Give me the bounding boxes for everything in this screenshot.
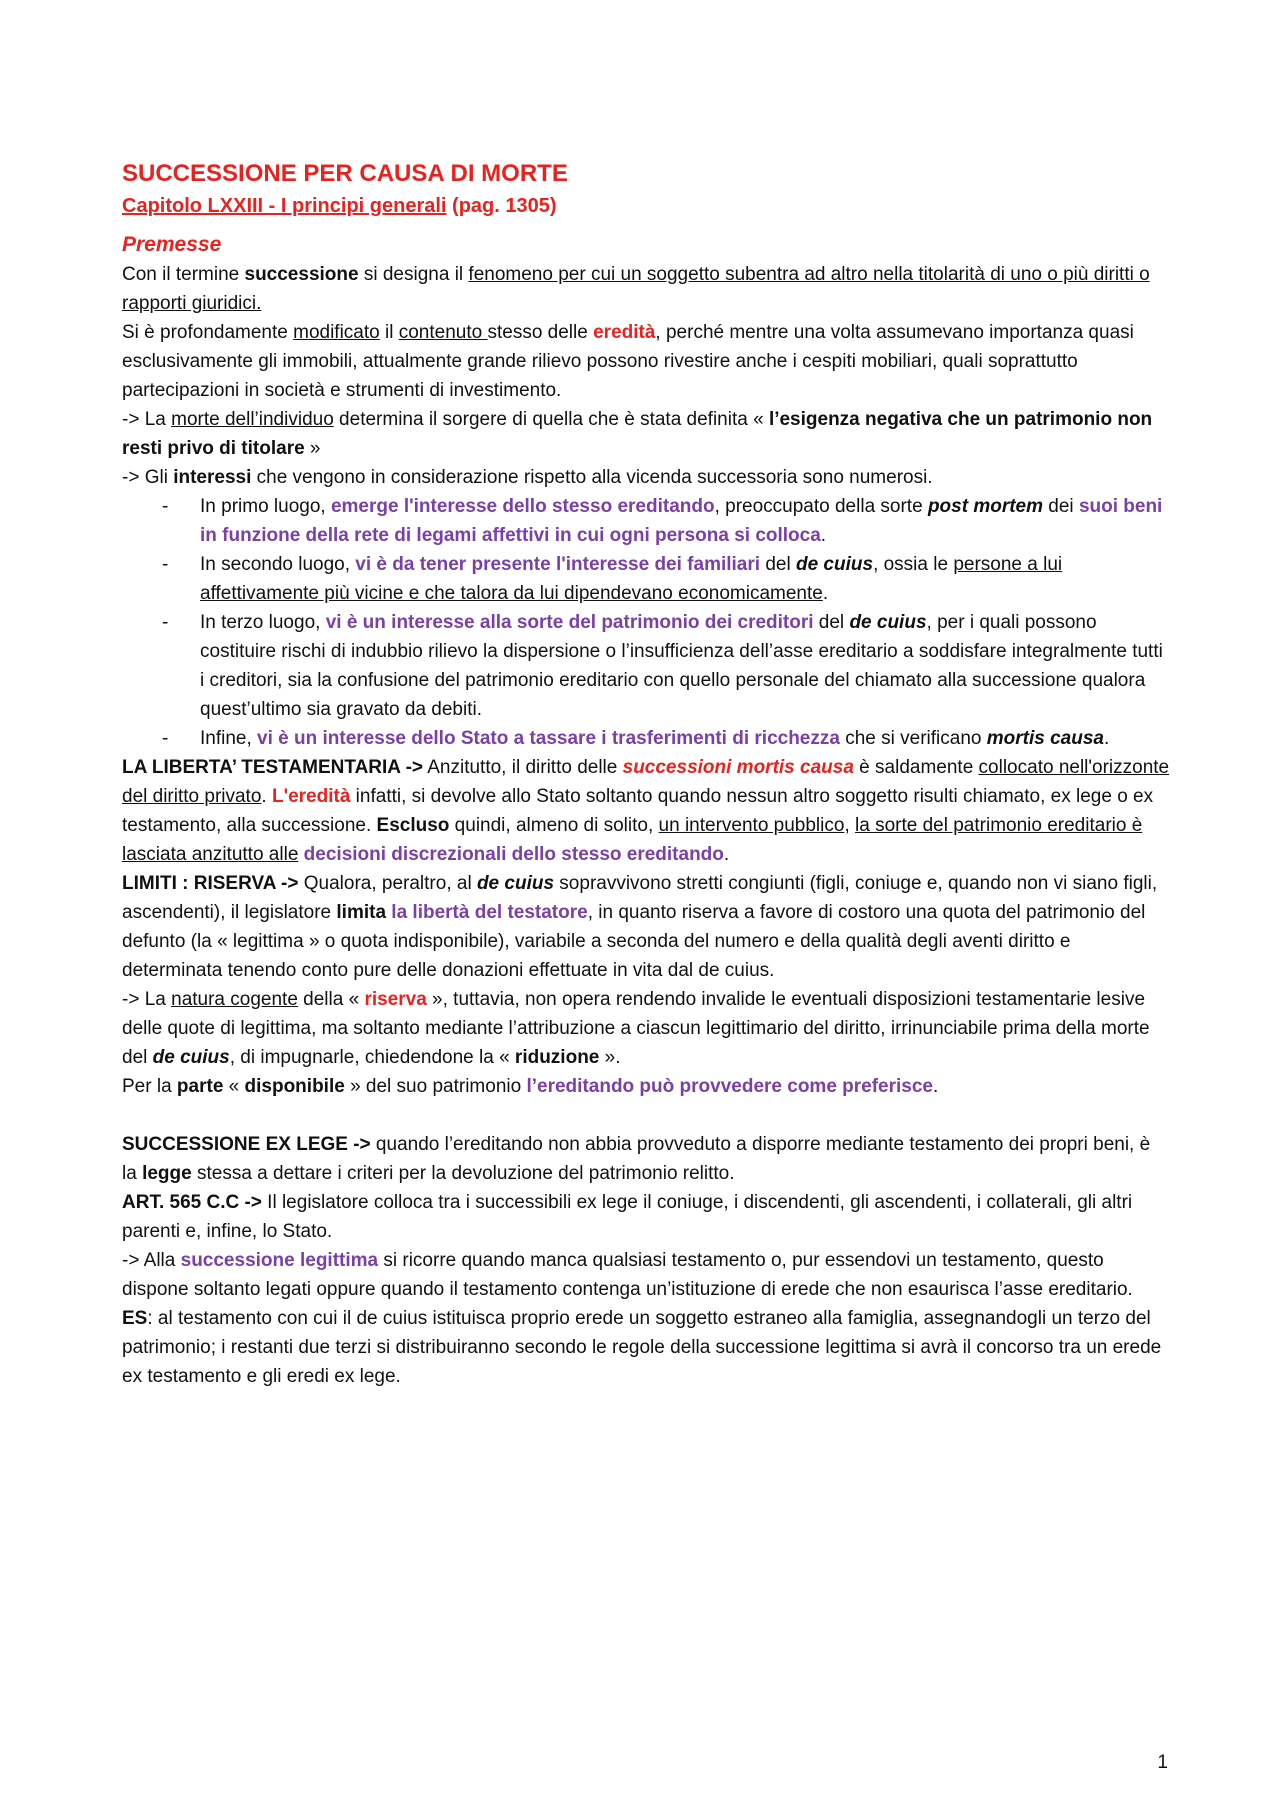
text-run: Infine, — [200, 728, 258, 749]
text-run: Anzitutto, il diritto delle — [423, 757, 623, 778]
text-run: », tuttavia, non opera rendendo invalide le eventuali disposizioni testamentarie lesive delle quote di legittima, ma soltanto mediante l’attribuzione a ciascun legittimario del diritto, irrinunciabile prima della morte del — [122, 989, 1150, 1068]
bold-term: ES — [122, 1308, 148, 1329]
purple-highlight: vi è da tener presente l'interesse dei familiari — [355, 554, 761, 575]
text-run: : al testamento con cui il de cuius istituisca proprio erede un soggetto estraneo alla famiglia, assegnandogli un terzo del patrimonio; i restanti due terzi si distribuiranno secondo le regole della successione legittima si avrà il concorso tra un erede ex testamento e gli eredi ex lege. — [122, 1308, 1162, 1387]
text-run: -> La — [122, 989, 172, 1010]
underlined-text: morte dell’individuo — [171, 409, 334, 430]
paragraph-limiti-riserva — [122, 869, 1170, 985]
list-item — [200, 724, 1170, 753]
purple-highlight: la libertà del testatore — [391, 902, 588, 923]
paragraph-successione-legittima — [122, 1246, 1170, 1304]
red-highlight: eredità — [593, 322, 656, 343]
underlined-text: persone a lui affettivamente più vicine e che talora da lui dipendevano economicamente — [200, 554, 1063, 604]
paragraph-natura-cogente — [122, 985, 1170, 1072]
text-run: . — [723, 844, 730, 865]
underlined-text: un intervento pubblico — [658, 815, 845, 836]
text-run: che si verificano — [839, 728, 987, 749]
text-run: , per i quali possono costituire rischi di indubbio rilievo la dispersione o l’insufficienza dell’asse ereditario a soddisfare integralmente tutti i creditori, sia la confusione del patrimonio ereditario con quello personale del chiamato alla successione qualora quest’ultimo sia gravato da debiti. — [200, 612, 1163, 720]
bold-term: l’esigenza negativa che un patrimonio non resti privo di titolare — [122, 409, 1153, 459]
purple-highlight: emerge l'interesse dello stesso ereditando — [330, 496, 715, 517]
underlined-text: fenomeno per cui un soggetto subentra ad altro nella titolarità di uno o più diritti o rapporti giuridici. — [122, 264, 1150, 314]
paragraph-liberta-testamentaria — [122, 753, 1170, 869]
bold-term: successione — [244, 264, 359, 285]
text-run: , preoccupato della sorte — [714, 496, 928, 517]
bold-italic-term: de cuius — [849, 612, 927, 633]
list-item — [200, 492, 1170, 550]
text-run: . — [1103, 728, 1110, 749]
paragraph-morte-individuo — [122, 405, 1170, 463]
text-run: Per la — [122, 1076, 177, 1097]
paragraph-successione-definition — [122, 260, 1170, 318]
text-run: . — [822, 583, 829, 604]
text-run: infatti, si devolve allo Stato soltanto quando nessun altro soggetto risulti chiamato, ex lege o ex testamento, alla successione. — [122, 786, 1154, 836]
document-title: SUCCESSIONE PER CAUSA DI MORTE — [122, 160, 568, 187]
text-run: , in quanto riserva a favore di costoro una quota del patrimonio del defunto (la « legittima » o quota indisponibile), variabile a seconda del numero e della qualità degli aventi diritto e determinata tenendo conto pure delle donazioni effettuate in vita dal de cuius. — [122, 902, 1146, 981]
red-highlight: riserva — [364, 989, 427, 1010]
purple-highlight: decisioni discrezionali dello stesso ereditando — [303, 844, 724, 865]
paragraph-successione-ex-lege — [122, 1130, 1170, 1188]
text-run: che vengono in considerazione rispetto alla vicenda successoria sono numerosi. — [251, 467, 933, 488]
underlined-text: natura cogente — [171, 989, 298, 1010]
red-highlight: L'eredità — [271, 786, 351, 807]
text-run: » del suo patrimonio — [344, 1076, 527, 1097]
text-run: sopravvivono stretti congiunti (figli, coniuge e, quando non vi siano figli, ascendenti), il legislatore — [122, 873, 1158, 923]
text-run: Qualora, peraltro, al — [298, 873, 477, 894]
bold-term: SUCCESSIONE EX LEGE -> — [122, 1134, 371, 1155]
text-run: , perché mentre una volta assumevano importanza quasi esclusivamente gli immobili, attualmente grande rilievo possono rivestire anche i cespiti mobiliari, quali soprattutto partecipazioni in società e strumenti di investimento. — [122, 322, 1134, 401]
bold-term: parte — [176, 1076, 224, 1097]
chapter-heading — [122, 190, 1170, 222]
chapter-link[interactable]: Capitolo LXXIII - I principi generali — [122, 195, 447, 217]
text-run: . — [933, 1076, 939, 1097]
text-run: stesso delle — [487, 322, 594, 343]
bold-italic-term: de cuius — [152, 1047, 230, 1068]
text-run: quindi, almeno di solito, — [449, 815, 659, 836]
text-run: Il legislatore colloca tra i successibili ex lege il coniuge, i discendenti, gli ascendenti, i collaterali, gli altri parenti e, infine, lo Stato. — [122, 1192, 1133, 1242]
bold-italic-term: mortis causa — [986, 728, 1104, 749]
underlined-text: modificato — [293, 322, 380, 343]
text-run: , di impugnarle, chiedendone la « — [229, 1047, 515, 1068]
underlined-text: la sorte del patrimonio ereditario è lasciata anzitutto alle — [122, 815, 1143, 865]
text-run: del — [760, 554, 796, 575]
text-run: In secondo luogo, — [200, 554, 356, 575]
list-item — [200, 550, 1170, 608]
bold-term: riduzione — [514, 1047, 600, 1068]
underlined-text: contenuto — [398, 322, 488, 343]
bold-term: legge — [142, 1163, 192, 1184]
section-heading-premesse: Premesse — [122, 233, 222, 256]
text-run: , — [844, 815, 856, 836]
paragraph-contenuto-eredita — [122, 318, 1170, 405]
list-item — [200, 608, 1170, 724]
text-run: -> La — [122, 409, 172, 430]
interessi-list — [122, 492, 1170, 753]
text-run: ». — [599, 1047, 621, 1068]
text-run: determina il sorgere di quella che è stata definita « — [333, 409, 769, 430]
paragraph-art-565 — [122, 1188, 1170, 1246]
paragraph-parte-disponibile — [122, 1072, 1170, 1101]
bold-term: Escluso — [376, 815, 450, 836]
purple-highlight: vi è un interesse alla sorte del patrimonio dei creditori — [325, 612, 814, 633]
paragraph-interessi — [122, 463, 1170, 492]
underlined-text: collocato nell'orizzonte del diritto privato — [122, 757, 1170, 807]
text-run: Con il termine — [122, 264, 245, 285]
paragraph-spacer — [122, 1101, 1170, 1130]
bold-term: ART. 565 C.C -> — [122, 1192, 262, 1213]
bold-italic-term: de cuius — [476, 873, 555, 894]
text-run: dei — [1043, 496, 1079, 517]
text-run: della « — [297, 989, 365, 1010]
text-run: -> Gli — [122, 467, 174, 488]
text-run: stessa a dettare i criteri per la devoluzione del patrimonio relitto. — [191, 1163, 735, 1184]
text-run: . — [820, 525, 827, 546]
purple-highlight: successione legittima — [180, 1250, 379, 1271]
bold-italic-term: post mortem — [927, 496, 1044, 517]
purple-highlight: l’ereditando può provvedere come preferisce — [526, 1076, 933, 1097]
text-run: quando l’ereditando non abbia provveduto a disporre mediante testamento dei propri beni, è la — [122, 1134, 1151, 1184]
purple-highlight: vi è un interesse dello Stato a tassare i trasferimenti di ricchezza — [257, 728, 840, 749]
bold-term: interessi — [173, 467, 252, 488]
document-page — [122, 158, 1170, 1391]
text-run: del — [813, 612, 850, 633]
red-italic-highlight: successioni mortis causa — [622, 757, 854, 778]
text-run: » — [304, 438, 321, 459]
text-run: « — [223, 1076, 245, 1097]
text-run: Si è profondamente — [122, 322, 294, 343]
text-run: In terzo luogo, — [200, 612, 326, 633]
text-run: . — [261, 786, 272, 807]
chapter-page: (pag. 1305) — [446, 195, 557, 217]
text-run: si designa il — [358, 264, 469, 285]
bold-term: LA LIBERTA’ TESTAMENTARIA -> — [122, 757, 424, 778]
text-run: In primo luogo, — [200, 496, 331, 517]
text-run: il — [379, 322, 399, 343]
bold-term: disponibile — [244, 1076, 345, 1097]
paragraph-esempio — [122, 1304, 1170, 1391]
text-run: è saldamente — [853, 757, 979, 778]
bold-italic-term: de cuius — [795, 554, 874, 575]
page-number: 1 — [1157, 1752, 1168, 1773]
bold-term: limita — [336, 902, 387, 923]
purple-highlight: suoi beni in funzione della rete di legami affettivi in cui ogni persona si colloca — [200, 496, 1163, 546]
text-run: , ossia le — [873, 554, 954, 575]
text-run: -> Alla — [122, 1250, 181, 1271]
bold-term: LIMITI : RISERVA -> — [122, 873, 299, 894]
text-run: si ricorre quando manca qualsiasi testamento o, pur essendovi un testamento, questo dispone soltanto legati oppure quando il testamento contenga un’istituzione di erede che non esaurisca l’asse ereditario. — [122, 1250, 1133, 1300]
